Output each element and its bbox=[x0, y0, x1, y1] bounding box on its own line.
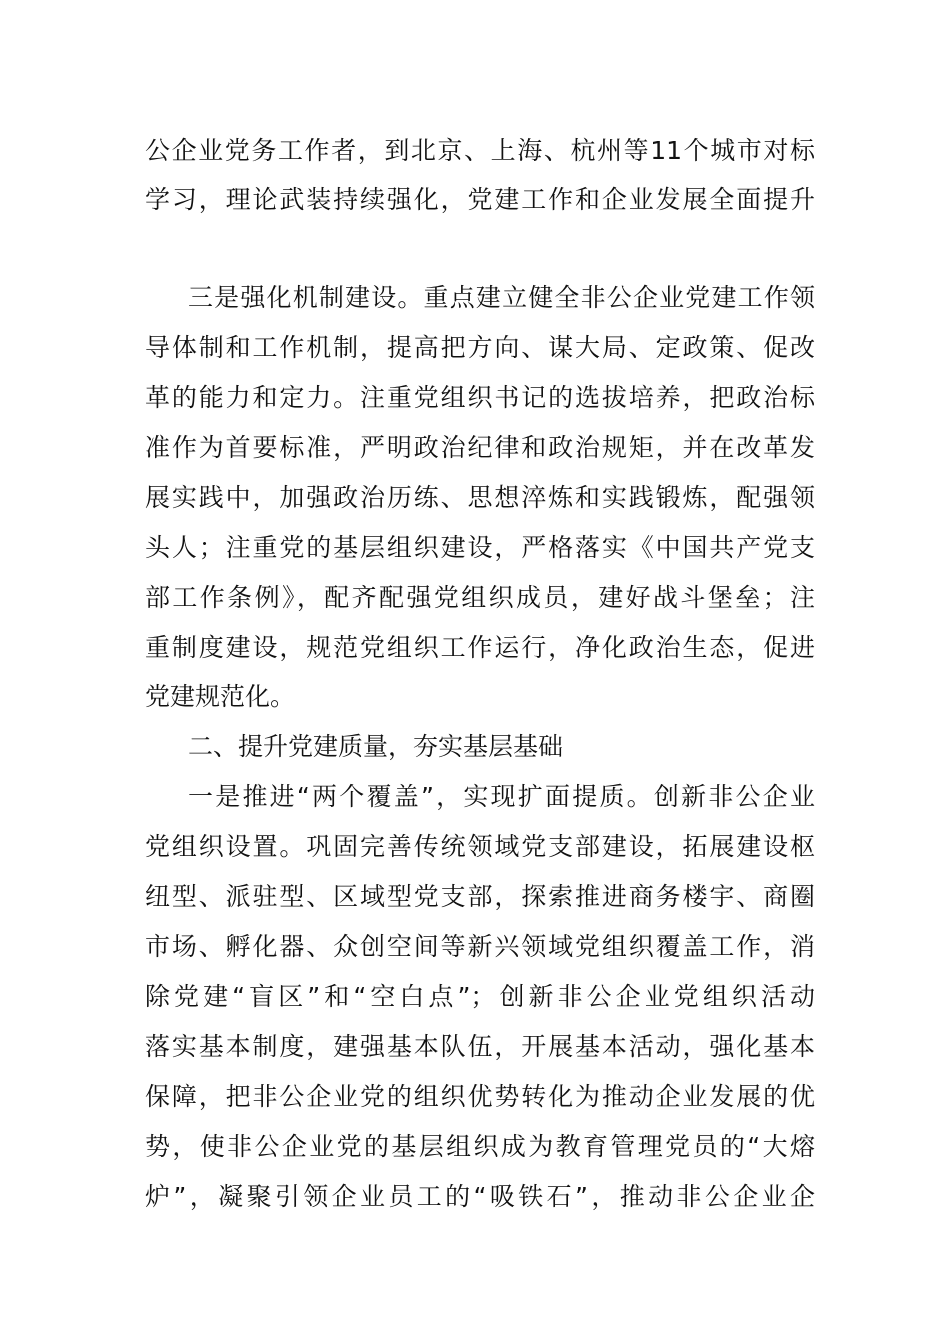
section-heading: 二、提升党建质量，夯实基层基础 bbox=[188, 732, 564, 761]
text-line: 展实践中，加强政治历练、思想淬炼和实践锻炼，配强领 bbox=[145, 483, 815, 512]
text-line: 准作为首要标准，严明政治纪律和政治规矩，并在改革发 bbox=[145, 433, 815, 462]
text-line: 落实基本制度，建强基本队伍，开展基本活动，强化基本 bbox=[145, 1032, 815, 1061]
text-line: 导体制和工作机制，提高把方向、谋大局、定政策、促改 bbox=[145, 333, 815, 362]
text-line: 革的能力和定力。注重党组织书记的选拔培养，把政治标 bbox=[145, 383, 815, 412]
text-line: 势，使非公企业党的基层组织成为教育管理党员的“大熔 bbox=[145, 1132, 815, 1161]
text-line: 保障，把非公企业党的组织优势转化为推动企业发展的优 bbox=[145, 1082, 815, 1111]
text-line: 除党建“盲区”和“空白点”；创新非公企业党组织活动 bbox=[145, 982, 815, 1011]
text-line: 党组织设置。巩固完善传统领域党支部建设，拓展建设枢 bbox=[145, 832, 815, 861]
text-line: 市场、孵化器、众创空间等新兴领域党组织覆盖工作，消 bbox=[145, 932, 815, 961]
text-line: 纽型、派驻型、区域型党支部，探索推进商务楼宇、商圈 bbox=[145, 882, 815, 911]
paragraph-end-line: 党建规范化。 bbox=[145, 682, 296, 711]
paragraph-start-line: 三是强化机制建设。重点建立健全非公企业党建工作领 bbox=[188, 283, 815, 312]
text-line: 学习，理论武装持续强化，党建工作和企业发展全面提升 bbox=[145, 185, 815, 214]
text-line: 部工作条例》，配齐配强党组织成员，建好战斗堡垒；注 bbox=[145, 583, 815, 612]
text-line: 公企业党务工作者，到北京、上海、杭州等11个城市对标 bbox=[145, 136, 815, 165]
text-line: 重制度建设，规范党组织工作运行，净化政治生态，促进 bbox=[145, 633, 815, 662]
text-line: 炉”，凝聚引领企业员工的“吸铁石”，推动非公企业企 bbox=[145, 1182, 815, 1211]
paragraph-start-line: 一是推进“两个覆盖”，实现扩面提质。创新非公企业 bbox=[188, 782, 815, 811]
text-line: 头人；注重党的基层组织建设，严格落实《中国共产党支 bbox=[145, 533, 815, 562]
